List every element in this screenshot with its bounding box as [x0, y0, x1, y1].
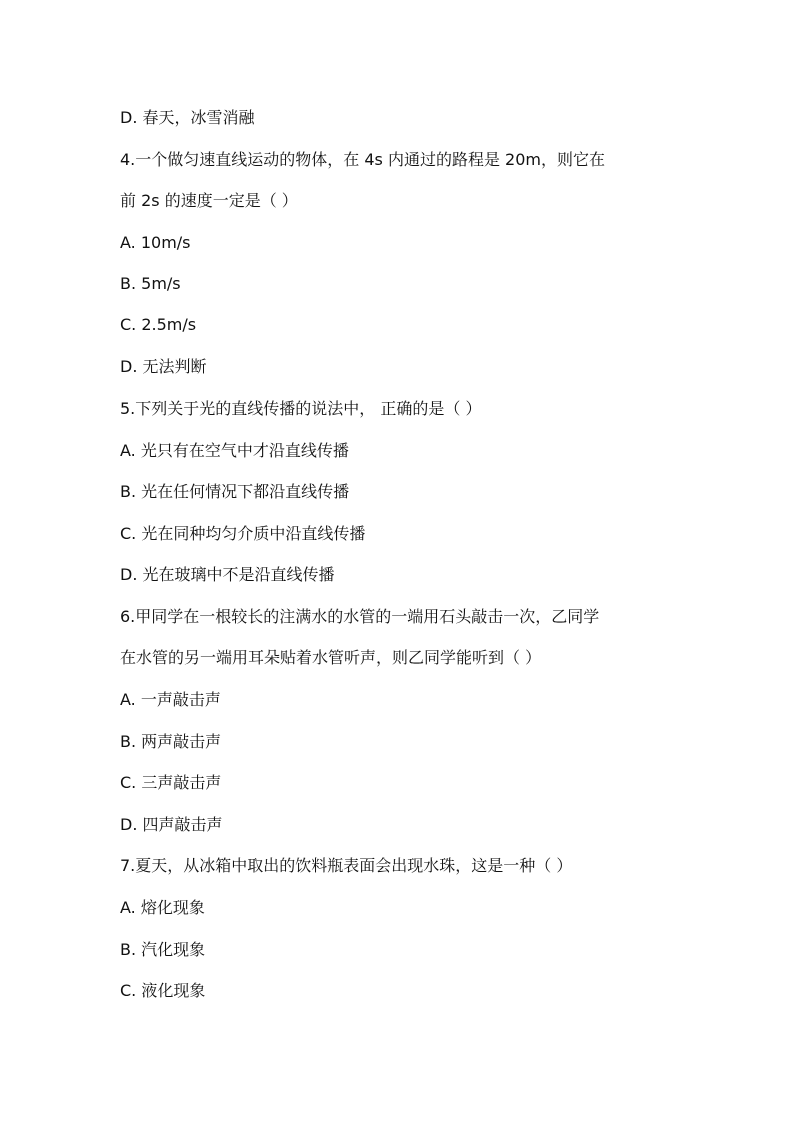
- q5-option-a: A. 光只有在空气中才沿直线传播: [120, 441, 349, 460]
- q4-option-b: B. 5m/s: [120, 274, 181, 293]
- q4-stem-line2: 前 2s 的速度一定是（ ）: [120, 191, 298, 210]
- q7-stem: 7.夏天，从冰箱中取出的饮料瓶表面会出现水珠，这是一种（ ）: [120, 856, 573, 875]
- q5-stem: 5.下列关于光的直线传播的说法中， 正确的是（ ）: [120, 399, 482, 418]
- q4-option-a: A. 10m/s: [120, 233, 191, 252]
- q7-option-a: A. 熔化现象: [120, 898, 205, 917]
- q6-option-d: D. 四声敲击声: [120, 815, 223, 834]
- q5-option-b: B. 光在任何情况下都沿直线传播: [120, 482, 350, 501]
- q6-stem-line2: 在水管的另一端用耳朵贴着水管听声，则乙同学能听到（ ）: [120, 648, 542, 667]
- q6-stem-line1: 6.甲同学在一根较长的注满水的水管的一端用石头敲击一次，乙同学: [120, 607, 600, 626]
- q6-option-c: C. 三声敲击声: [120, 773, 222, 792]
- q4-stem-line1: 4.一个做匀速直线运动的物体，在 4s 内通过的路程是 20m，则它在: [120, 150, 605, 169]
- q5-option-d: D. 光在玻璃中不是沿直线传播: [120, 565, 335, 584]
- q3-option-d: D. 春天，冰雪消融: [120, 108, 255, 127]
- q5-option-c: C. 光在同种均匀介质中沿直线传播: [120, 524, 366, 543]
- q6-option-a: A. 一声敲击声: [120, 690, 221, 709]
- q7-option-b: B. 汽化现象: [120, 940, 206, 959]
- q6-option-b: B. 两声敲击声: [120, 732, 222, 751]
- q4-option-c: C. 2.5m/s: [120, 315, 197, 334]
- q7-option-c: C. 液化现象: [120, 981, 206, 1000]
- q4-option-d: D. 无法判断: [120, 357, 207, 376]
